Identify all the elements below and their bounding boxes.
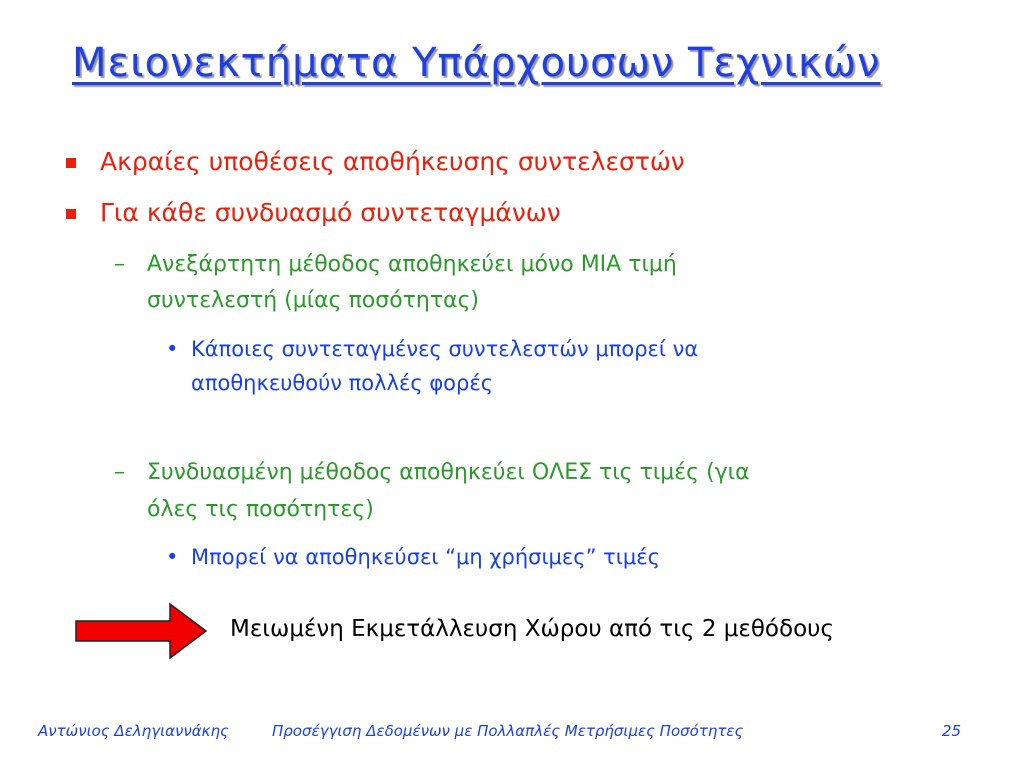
footer-author: Αντώνιος Δεληγιαννάκης xyxy=(38,722,229,740)
dash-bullet: – xyxy=(114,460,125,485)
square-bullet-icon xyxy=(66,158,76,168)
conclusion-text: Μειωμένη Εκμετάλλευση Χώρου από τις 2 μεθόδους xyxy=(230,616,834,642)
square-bullet-icon xyxy=(66,209,76,219)
sub-item-line: συντελεστή (μίας ποσότητας) xyxy=(147,288,480,313)
dot-bullet: • xyxy=(166,545,179,569)
dash-bullet: – xyxy=(114,252,125,277)
sub-item-line: Συνδυασμένη μέθοδος αποθηκεύει ΟΛΕΣ τις τιμές (για xyxy=(147,460,750,485)
slide-title: Μειονεκτήματα Υπάρχουσων Τεχνικών xyxy=(72,40,881,86)
sub-item-line: Ανεξάρτητη μέθοδος αποθηκεύει μόνο ΜΙΑ τιμή xyxy=(147,252,677,277)
dot-bullet: • xyxy=(166,337,179,361)
sub-sub-item-line: Κάποιες συντεταγμένες συντελεστών μπορεί να xyxy=(191,337,699,361)
page-number: 25 xyxy=(942,722,962,740)
bullet-item: Για κάθε συνδυασμό συντεταγμάνων xyxy=(100,198,561,227)
footer-topic: Προσέγγιση Δεδομένων με Πολλαπλές Μετρήσιμες Ποσότητες xyxy=(272,722,744,740)
bullet-item: Ακραίες υποθέσεις αποθήκευσης συντελεστών xyxy=(100,147,685,176)
right-arrow-icon xyxy=(74,601,214,661)
sub-sub-item-line: αποθηκευθούν πολλές φορές xyxy=(191,371,494,395)
sub-item-line: όλες τις ποσότητες) xyxy=(147,497,374,522)
sub-sub-item-line: Μπορεί να αποθηκεύσει “μη χρήσιμες” τιμές xyxy=(191,545,660,569)
